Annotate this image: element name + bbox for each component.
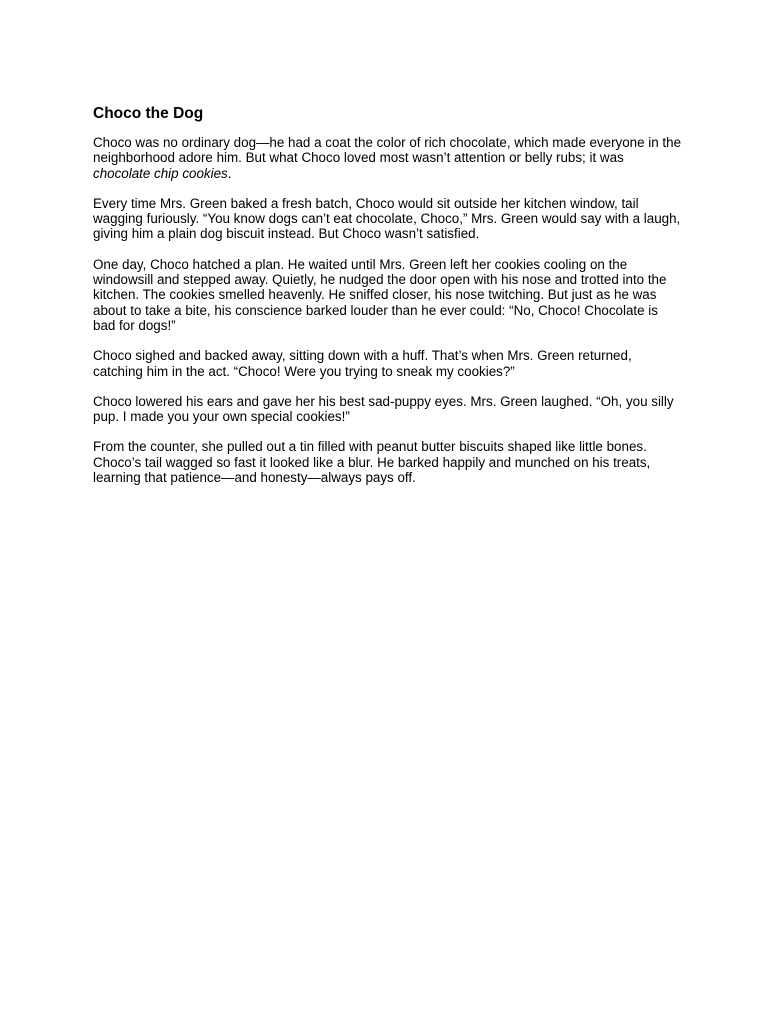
paragraph-1-emphasis: chocolate chip cookies [93, 165, 228, 181]
document-title: Choco the Dog [93, 105, 204, 122]
paragraph-1-end: . [227, 165, 232, 181]
paragraph-5: Choco lowered his ears and gave her his best sad-puppy eyes. Mrs. Green laughed. “Oh, you silly pup. I made you your own special cookies!” [93, 393, 674, 425]
document-page [93, 104, 683, 500]
paragraph-1 [93, 135, 683, 181]
paragraph-2: Every time Mrs. Green baked a fresh batch, Choco would sit outside her kitchen window, tail wagging furiously. “You know dogs can’t eat chocolate, Choco,” Mrs. Green would say with a laugh, giving him a plain dog biscuit instead. But Choco wasn’t satisfied. [93, 195, 681, 242]
paragraph-6: From the counter, she pulled out a tin filled with peanut butter biscuits shaped like little bones. Choco’s tail wagged so fast it looked like a blur. He barked happily and munched on his treats, learning that patience—and honesty—always pays off. [93, 439, 651, 486]
paragraph-4: Choco sighed and backed away, sitting down with a huff. That’s when Mrs. Green returned, catching him in the act. “Choco! Were you trying to sneak my cookies?” [93, 348, 632, 379]
paragraph-1-text: Choco was no ordinary dog—he had a coat the color of rich chocolate, which made everyone in the neighborhood adore him. But what Choco loved most wasn’t attention or belly rubs; it was [93, 135, 682, 166]
paragraph-3: One day, Choco hatched a plan. He waited until Mrs. Green left her cookies cooling on the windowsill and stepped away. Quietly, he nudged the door open with his nose and trotted into the kitchen. The cookies smelled heavenly. He sniffed closer, his nose twitching. But just as he was about to take a bite, his conscience barked louder than he ever could: “No, Choco! Chocolate is bad for dogs!” [93, 256, 667, 333]
